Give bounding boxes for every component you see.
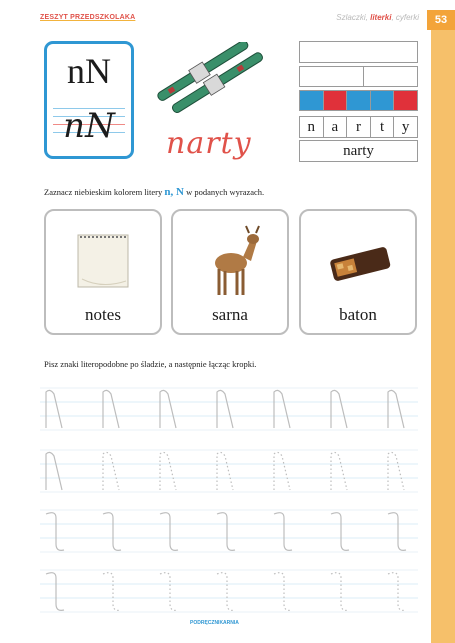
header-title: ZESZYT PRZEDSZKOLAKA [40,14,136,21]
picture-label: sarna [212,305,248,324]
word-script: narty [166,126,252,161]
letter-cell: n [300,117,324,137]
footer-logo: PODRĘCZNIKARNIA [190,620,239,626]
tracing-area [40,380,420,615]
color-square [394,91,417,110]
color-box-row [299,90,418,111]
letter-cell: r [347,117,371,137]
tracing-glyph[interactable] [388,452,404,490]
tracing-glyph[interactable] [274,452,290,490]
tracing-glyph[interactable] [103,513,121,551]
word-box: narty [299,140,418,162]
tracing-glyph[interactable] [274,573,292,611]
tracing-glyph[interactable] [160,513,178,551]
color-square [371,91,395,110]
tracing-glyph[interactable] [388,390,404,428]
letter-card [44,41,134,159]
tracing-glyph[interactable] [160,452,176,490]
tracing-glyph[interactable] [160,573,178,611]
tracing-glyph[interactable] [46,573,64,611]
tracing-glyph[interactable] [103,573,121,611]
header-subtitle: Szlaczki, literki, cyferki [336,13,419,22]
syllable-box-row [299,66,418,87]
letters-box-row [299,116,418,138]
letter-cell: y [401,119,410,135]
notepad-icon [74,229,134,291]
tracing-glyph[interactable] [331,452,347,490]
picture-card-sarna [171,209,289,335]
tracing-glyph[interactable] [46,452,62,490]
tracing-glyph[interactable] [331,390,347,428]
picture-label: notes [85,305,121,324]
deer-icon [201,221,261,301]
letter-cell: t [371,117,395,137]
letter-print: nN [67,51,111,91]
color-square [300,91,324,110]
tracing-glyph[interactable] [331,573,349,611]
instruction-trace: Pisz znaki literopodobne po śladzie, a następnie łącząc kropki. [44,359,257,369]
chocolate-bar-icon [325,239,395,287]
tracing-glyph[interactable] [388,573,406,611]
tracing-glyph[interactable] [331,513,349,551]
letter-script: nN [63,106,115,146]
tracing-glyph[interactable] [103,390,119,428]
tracing-glyph[interactable] [103,452,119,490]
tracing-glyph[interactable] [274,390,290,428]
picture-card-baton [299,209,417,335]
tracing-glyph[interactable] [160,390,176,428]
page-number: 53 [427,10,455,30]
tracing-glyph[interactable] [388,513,406,551]
tracing-glyph[interactable] [217,390,233,428]
tracing-glyph[interactable] [217,452,233,490]
color-square [347,91,371,110]
tracing-glyph[interactable] [217,513,235,551]
tracing-glyph[interactable] [46,513,64,551]
instruction-mark-letters: Zaznacz niebieskim kolorem litery n, N w podanych wyrazach. [44,186,265,198]
letter-cell: a [324,117,348,137]
tracing-glyph[interactable] [274,513,292,551]
color-square [324,91,348,110]
skis-icon [150,42,270,122]
tracing-glyph[interactable] [46,390,62,428]
picture-card-notes [44,209,162,335]
picture-label: baton [339,305,377,324]
empty-box-row [299,41,418,63]
side-bar [431,10,455,643]
tracing-glyph[interactable] [217,573,235,611]
